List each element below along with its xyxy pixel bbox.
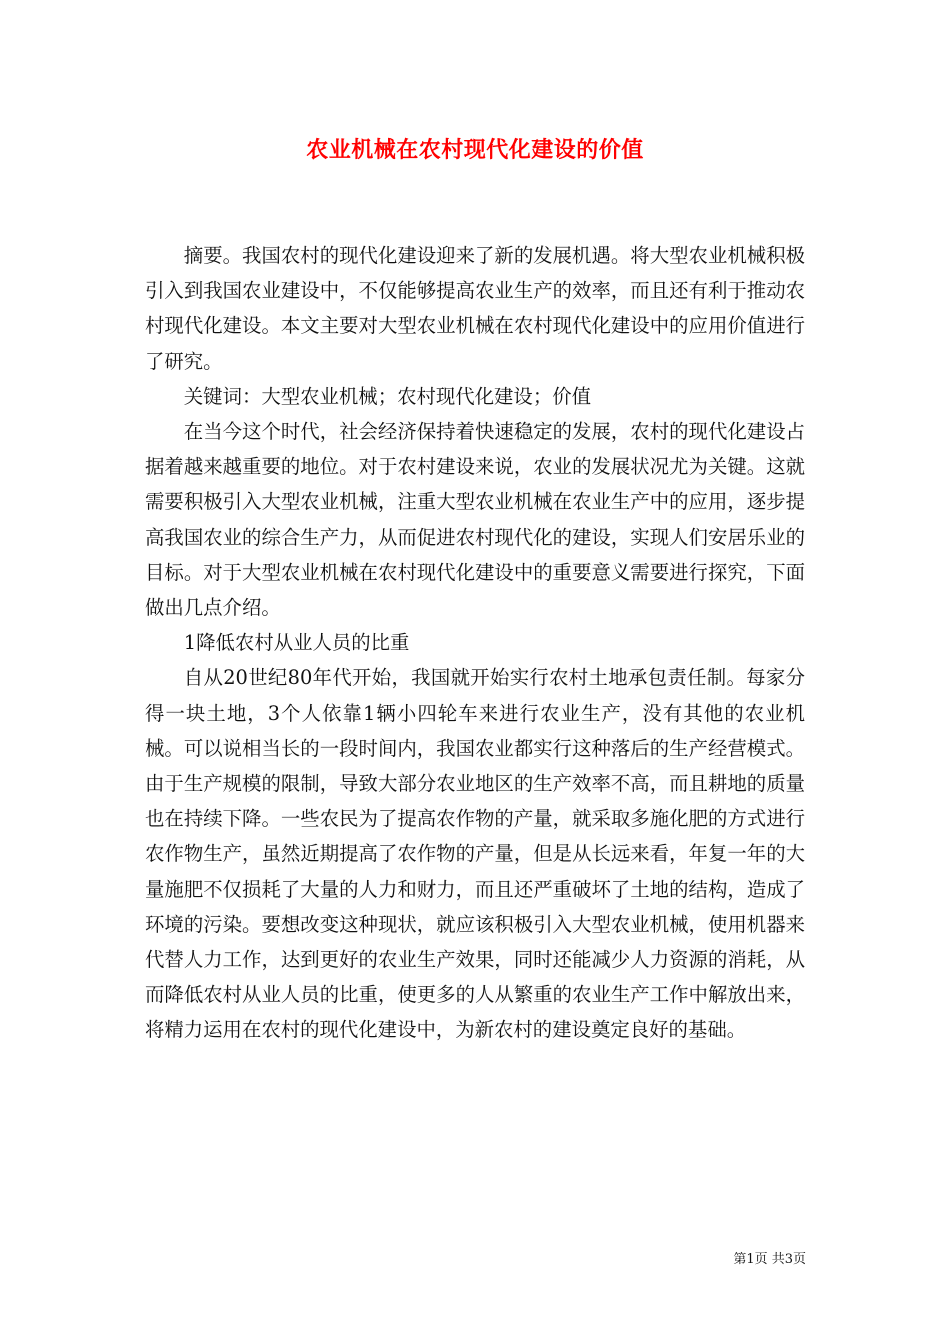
section-paragraph: 自从20世纪80年代开始，我国就开始实行农村土地承包责任制。每家分得一块土地，3个人依靠1辆小四轮车来进行农业生产，没有其他的农业机械。可以说相当长的一段时间内，我国农业都实行这种落后的生产经营模式。由于生产规模的限制，导致大部分农业地区的生产效率不高，而且耕地的质量也在持续下降。一些农民为了提高农作物的产量，就采取多施化肥的方式进行农作物生产，虽然近期提高了农作物的产量，但是从长远来看，年复一年的大量施肥不仅损耗了大量的人力和财力，而且还严重破坏了土地的结构，造成了环境的污染。要想改变这种现状，就应该积极引入大型农业机械，使用机器来代替人力工作，达到更好的农业生产效果，同时还能减少人力资源的消耗，从而降低农村从业人员的比重，使更多的人从繁重的农业生产工作中解放出来，将精力运用在农村的现代化建设中，为新农村的建设奠定良好的基础。: [145, 666, 805, 1042]
intro-paragraph: 在当今这个时代，社会经济保持着快速稳定的发展，农村的现代化建设占据着越来越重要的地位。对于农村建设来说，农业的发展状况尤为关键。这就需要积极引入大型农业机械，注重大型农业机械在农业生产中的应用，逐步提高我国农业的综合生产力，从而促进农村现代化的建设，实现人们安居乐业的目标。对于大型农业机械在农村现代化建设中的重要意义需要进行探究，下面做出几点介绍。: [145, 420, 805, 620]
page-number-footer: 第1页 共3页: [733, 1252, 806, 1267]
section-heading: 1降低农村从业人员的比重: [183, 631, 410, 655]
document-body: [145, 238, 805, 1048]
abstract-paragraph: 摘要。我国农村的现代化建设迎来了新的发展机遇。将大型农业机械积极引入到我国农业建设中，不仅能够提高农业生产的效率，而且还有利于推动农村现代化建设。本文主要对大型农业机械在农村现代化建设中的应用价值进行了研究。: [145, 244, 805, 373]
keywords-paragraph: 关键词：大型农业机械；农村现代化建设；价值: [183, 384, 591, 408]
document-title: 农业机械在农村现代化建设的价值: [306, 137, 644, 163]
